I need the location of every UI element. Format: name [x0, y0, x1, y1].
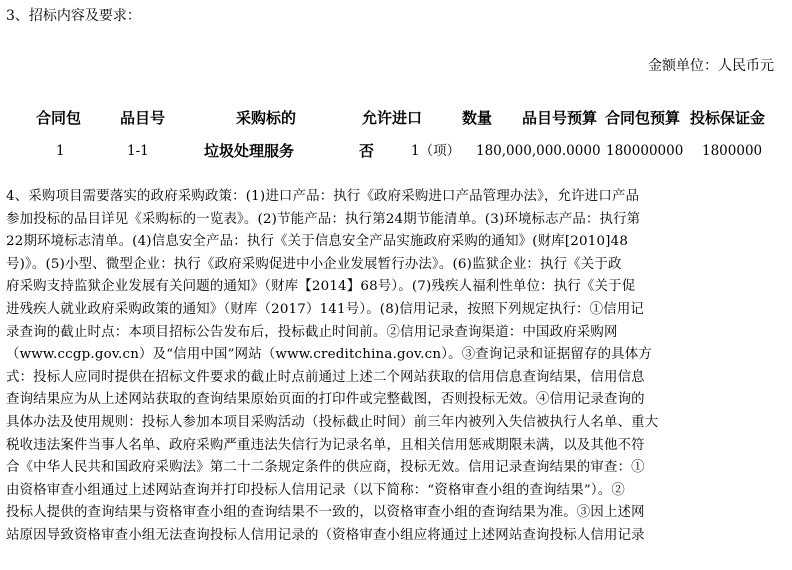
policy-line: 查询结果应为从上述网站获取的查询结果原始页面的打印件或完整截图，否则投标无效。④信用记录查询的	[6, 392, 645, 408]
cell-quantity: 1（项）	[411, 143, 461, 159]
header-item-no: 品目号	[120, 109, 166, 127]
header-import-allowed: 允许进口	[362, 109, 423, 127]
policy-line: 录查询的截止时点：本项目招标公告发布后，投标截止时间前。②信用记录查询渠道：中国政府采购网	[6, 324, 618, 340]
cell-deposit: 1800000	[702, 143, 763, 159]
policy-line: 进残疾人就业政府采购政策的通知》（财库（2017）141号）。(8)信用记录，按照下列规定执行：①信用记	[6, 301, 645, 317]
cell-package-budget: 180000000	[606, 143, 684, 159]
policy-line: 4、采购项目需要落实的政府采购政策：(1)进口产品：执行《政府采购进口产品管理办法》，允许进口产品	[6, 189, 640, 204]
header-deposit: 投标保证金	[690, 109, 766, 127]
header-contract-package: 合同包	[36, 109, 82, 127]
policy-line: 站原因导致资格审查小组无法查询投标人信用记录的（资格审查小组应将通过上述网站查询投标人信用记录	[6, 527, 645, 543]
cell-import-allowed: 否	[359, 142, 375, 160]
policy-line: 号)》。(5)小型、微型企业：执行《政府采购促进中小企业发展暂行办法》。(6)监狱企业：执行《关于政	[6, 256, 622, 272]
header-quantity: 数量	[462, 109, 493, 127]
policy-line: 合《中华人民共和国政府采购法》第二十二条规定条件的供应商，投标无效。信用记录查询结果的审查：①	[6, 460, 645, 476]
cell-contract-package: 1	[56, 143, 65, 159]
policy-line: 府采购支持监狱企业发展有关问题的通知》（财库【2014】68号）。(7)残疾人福利性单位：执行《关于促	[6, 279, 636, 295]
policy-line: 投标人提供的查询结果与资格审查小组的查询结果不一致的，以资格审查小组的查询结果为准。③因上述网	[6, 505, 645, 521]
policy-line: 由资格审查小组通过上述网站查询并打印投标人信用记录（以下简称：“资格审查小组的查询结果”）。②	[6, 482, 625, 498]
cell-subject: 垃圾处理服务	[204, 142, 295, 160]
policy-line: 式：投标人应同时提供在招标文件要求的截止时点前通过上述二个网站获取的信用信息查询结果，信用信息	[6, 369, 645, 385]
policy-line: 参加投标的品目详见《采购标的一览表》。(2)节能产品：执行第24期节能清单。(3)环境标志产品：执行第	[6, 211, 641, 227]
policy-line: 具体办法及使用规则：投标人参加本项目采购活动（投标截止时间）前三年内被列入失信被执行人名单、重大	[6, 414, 659, 430]
cell-item-budget: 180,000,000.0000	[476, 143, 601, 159]
policy-line: 税收违法案件当事人名单、政府采购严重违法失信行为记录名单，且相关信用惩戒期限未满，以及其他不符	[6, 437, 645, 453]
section-title: 3、招标内容及要求：	[6, 8, 141, 24]
procurement-policy-paragraph	[6, 186, 782, 548]
currency-unit-label: 金额单位：人民币元	[648, 58, 774, 74]
header-subject: 采购标的	[236, 109, 297, 127]
header-item-budget: 品目号预算	[522, 109, 598, 127]
cell-item-no: 1-1	[127, 143, 149, 159]
policy-line: （www.ccgp.gov.cn）及“信用中国”网站（www.creditchina.gov.cn）。③查询记录和证据留存的具体方	[6, 347, 652, 363]
policy-line: 22期环境标志清单。(4)信息安全产品：执行《关于信息安全产品实施政府采购的通知》(财库[2010]48	[6, 234, 629, 250]
header-package-budget: 合同包预算	[605, 109, 681, 127]
